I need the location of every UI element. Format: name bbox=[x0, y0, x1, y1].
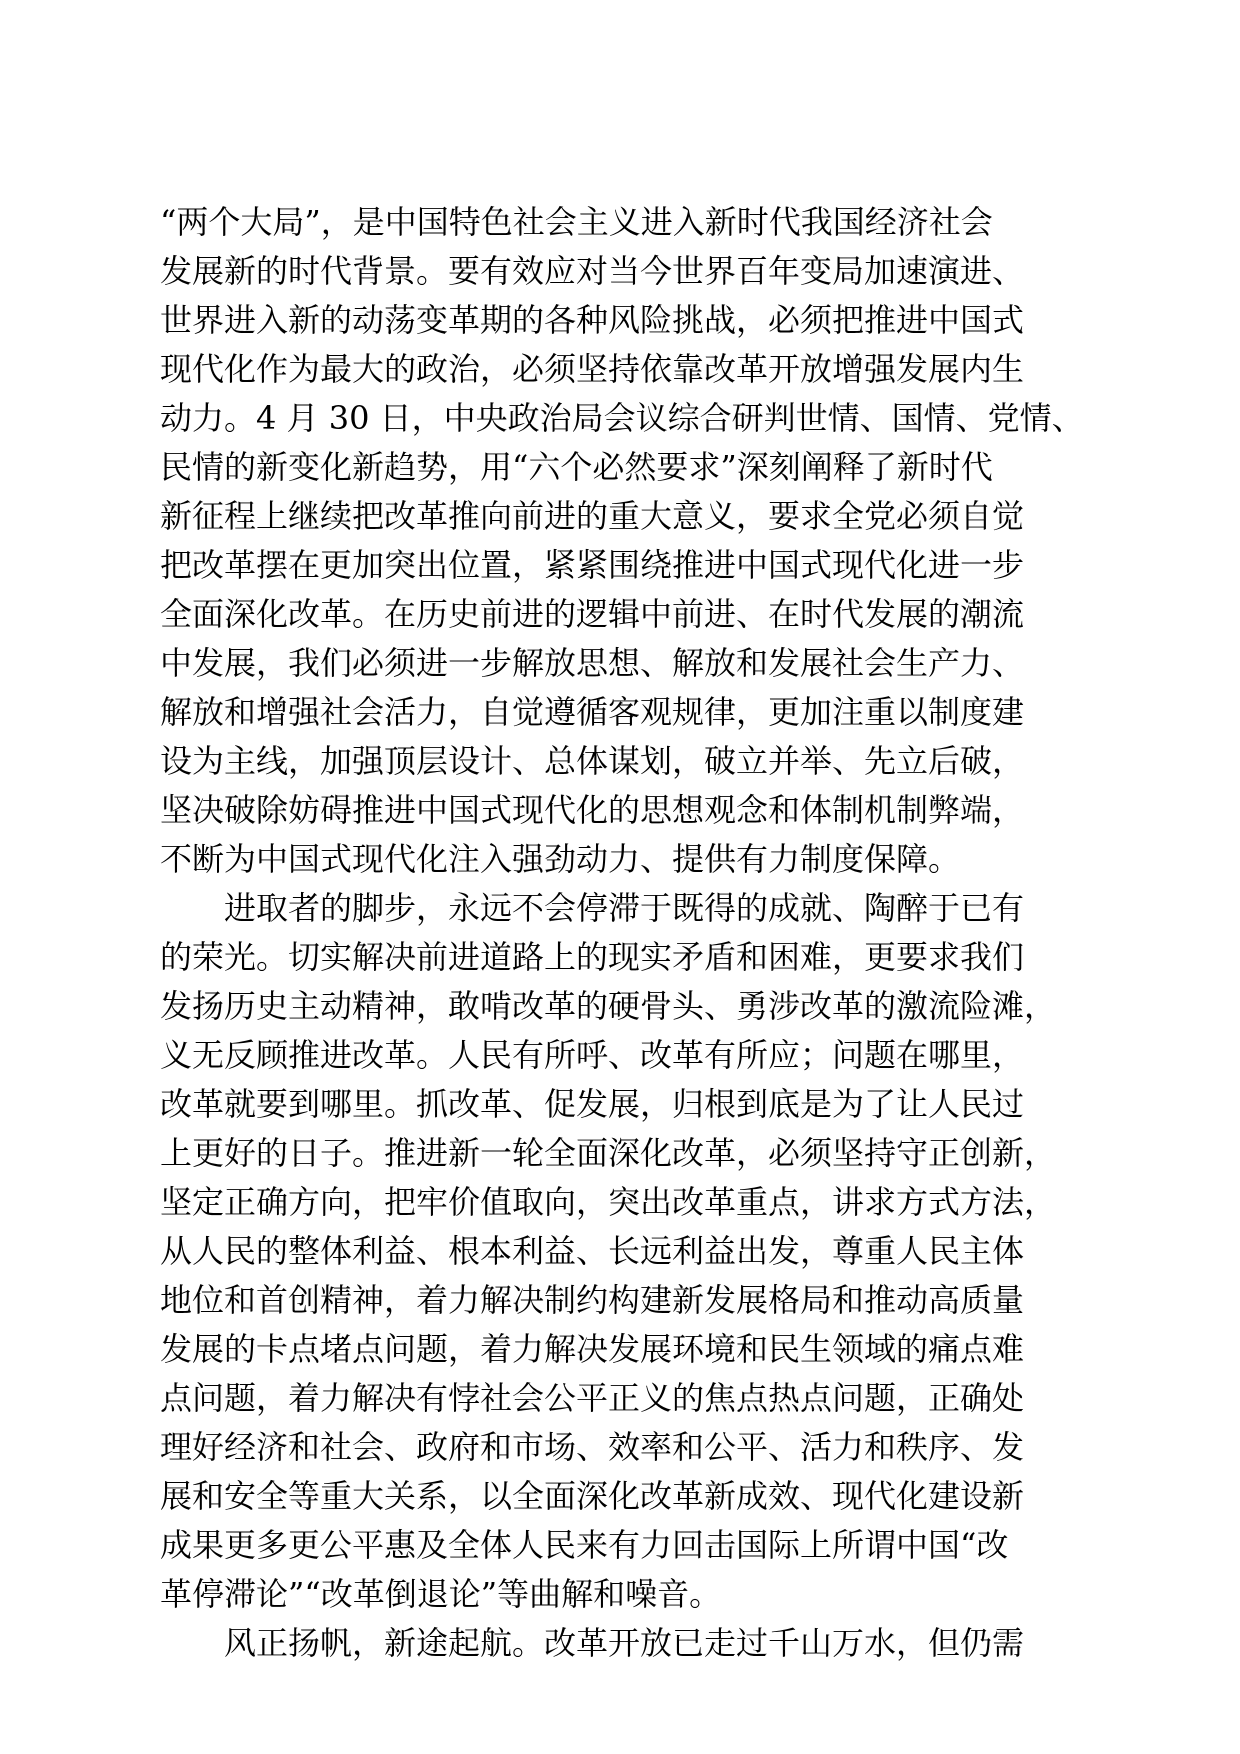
text-line: 民情的新变化新趋势，用“六个必然要求”深刻阐释了新时代 bbox=[160, 448, 993, 486]
text-line: 革停滞论”“改革倒退论”等曲解和噪音。 bbox=[160, 1575, 722, 1613]
text-line: 理好经济和社会、政府和市场、效率和公平、活力和秩序、发 bbox=[160, 1428, 1025, 1466]
text-line: 动力。4 月 30 日，中央政治局会议综合研判世情、国情、党情、 bbox=[160, 399, 1084, 437]
paragraph-2 bbox=[160, 884, 1100, 1619]
text-line: 发扬历史主动精神，敢啃改革的硬骨头、勇涉改革的激流险滩， bbox=[160, 987, 1057, 1025]
text-line-indented: 进取者的脚步，永远不会停滞于既得的成就、陶醉于已有 bbox=[224, 889, 1025, 927]
article-body bbox=[160, 198, 1100, 1668]
text-line: 坚定正确方向，把牢价值取向，突出改革重点，讲求方式方法， bbox=[160, 1183, 1057, 1221]
paragraph-3 bbox=[160, 1619, 1100, 1668]
text-line-indented: 风正扬帆，新途起航。改革开放已走过千山万水，但仍需 bbox=[224, 1624, 1025, 1662]
text-line: 现代化作为最大的政治，必须坚持依靠改革开放增强发展内生 bbox=[160, 350, 1025, 388]
text-line: 新征程上继续把改革推向前进的重大意义，要求全党必须自觉 bbox=[160, 497, 1025, 535]
text-line: 上更好的日子。推进新一轮全面深化改革，必须坚持守正创新， bbox=[160, 1134, 1057, 1172]
text-line: 义无反顾推进改革。人民有所呼、改革有所应；问题在哪里， bbox=[160, 1036, 1025, 1074]
text-line: 解放和增强社会活力，自觉遵循客观规律，更加注重以制度建 bbox=[160, 693, 1025, 731]
text-line: 改革就要到哪里。抓改革、促发展，归根到底是为了让人民过 bbox=[160, 1085, 1025, 1123]
text-line: 中发展，我们必须进一步解放思想、解放和发展社会生产力、 bbox=[160, 644, 1025, 682]
text-line: 全面深化改革。在历史前进的逻辑中前进、在时代发展的潮流 bbox=[160, 595, 1025, 633]
text-line: 从人民的整体利益、根本利益、长远利益出发，尊重人民主体 bbox=[160, 1232, 1025, 1270]
text-line: 把改革摆在更加突出位置，紧紧围绕推进中国式现代化进一步 bbox=[160, 546, 1025, 584]
text-line: 发展的卡点堵点问题，着力解决发展环境和民生领域的痛点难 bbox=[160, 1330, 1025, 1368]
text-line: 设为主线，加强顶层设计、总体谋划，破立并举、先立后破， bbox=[160, 742, 1025, 780]
text-line: 发展新的时代背景。要有效应对当今世界百年变局加速演进、 bbox=[160, 252, 1025, 290]
text-line: 展和安全等重大关系，以全面深化改革新成效、现代化建设新 bbox=[160, 1477, 1025, 1515]
paragraph-1 bbox=[160, 198, 1100, 884]
text-line: 的荣光。切实解决前进道路上的现实矛盾和困难，更要求我们 bbox=[160, 938, 1025, 976]
text-line: 坚决破除妨碍推进中国式现代化的思想观念和体制机制弊端， bbox=[160, 791, 1025, 829]
text-line: “两个大局”，是中国特色社会主义进入新时代我国经济社会 bbox=[160, 203, 993, 241]
text-line: 成果更多更公平惠及全体人民来有力回击国际上所谓中国“改 bbox=[160, 1526, 1009, 1564]
text-line: 世界进入新的动荡变革期的各种风险挑战，必须把推进中国式 bbox=[160, 301, 1025, 339]
text-line: 地位和首创精神，着力解决制约构建新发展格局和推动高质量 bbox=[160, 1281, 1025, 1319]
text-line: 点问题，着力解决有悖社会公平正义的焦点热点问题，正确处 bbox=[160, 1379, 1025, 1417]
text-line: 不断为中国式现代化注入强劲动力、提供有力制度保障。 bbox=[160, 840, 961, 878]
